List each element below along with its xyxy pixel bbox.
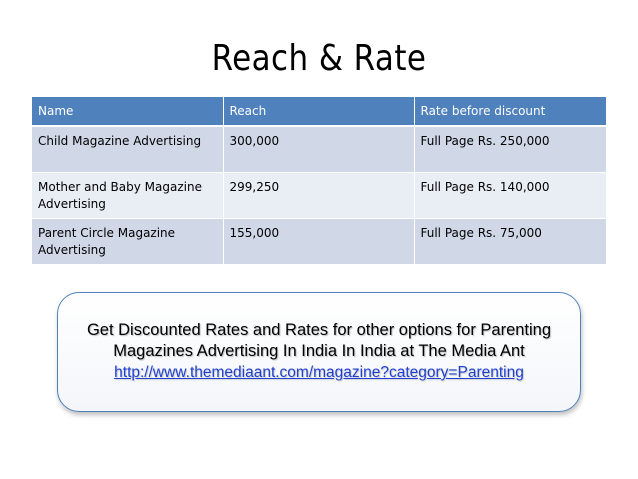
- parenting-magazine-link[interactable]: http://www.themediaant.com/magazine?category=Parenting: [114, 364, 524, 381]
- header-reach: Reach: [223, 97, 414, 126]
- callout-text: [60, 320, 578, 383]
- table-header-row: [32, 97, 606, 126]
- callout-line-2: Magazines Advertising In India In India at The Media Ant: [113, 342, 525, 360]
- table-row: [32, 126, 606, 173]
- header-name: Name: [32, 97, 223, 126]
- cell-rate: Full Page Rs. 250,000: [414, 126, 606, 173]
- cell-rate: Full Page Rs. 140,000: [414, 173, 606, 219]
- reach-rate-table: [32, 97, 606, 265]
- cell-rate: Full Page Rs. 75,000: [414, 219, 606, 265]
- callout-line-1: Get Discounted Rates and Rates for other options for Parenting: [86, 321, 552, 339]
- cell-reach: 155,000: [223, 219, 414, 265]
- cell-name: Parent Circle Magazine Advertising: [32, 219, 223, 265]
- cell-reach: 300,000: [223, 126, 414, 173]
- slide-title: Reach & Rate: [211, 38, 427, 79]
- cell-name: Child Magazine Advertising: [32, 126, 223, 173]
- cell-reach: 299,250: [223, 173, 414, 219]
- header-rate: Rate before discount: [414, 97, 606, 126]
- table-row: [32, 219, 606, 265]
- table-row: [32, 173, 606, 219]
- cell-name: Mother and Baby Magazine Advertising: [32, 173, 223, 219]
